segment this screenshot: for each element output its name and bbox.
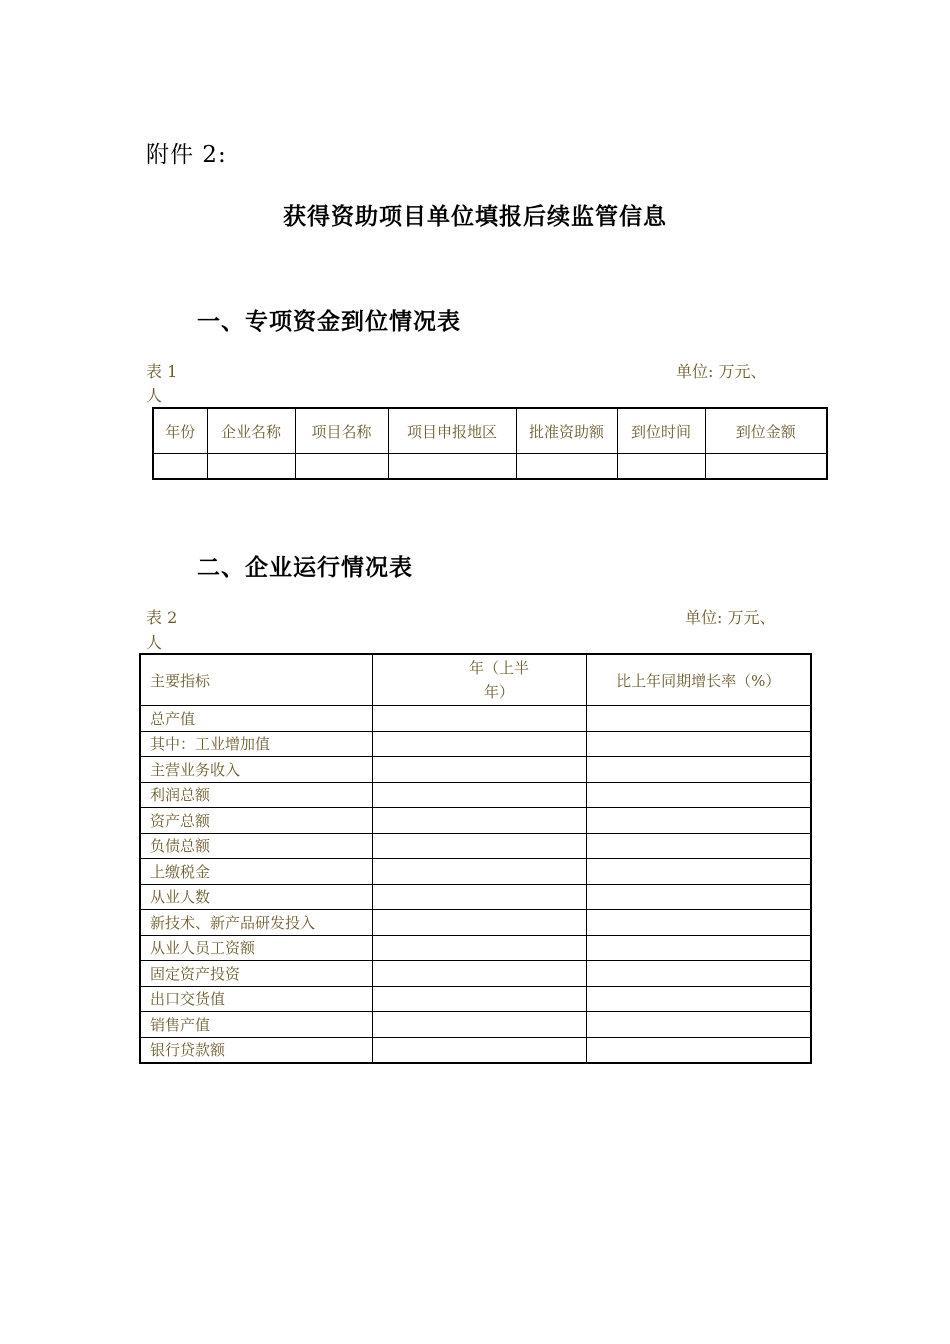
row-label: 从业人员工资额 (140, 935, 372, 961)
section1-heading: 一、专项资金到位情况表 (197, 308, 461, 335)
row-label: 资产总额 (140, 808, 372, 834)
row-label: 主营业务收入 (140, 757, 372, 783)
input-cell[interactable] (586, 859, 811, 885)
input-cell[interactable] (586, 1012, 811, 1038)
table-row (140, 782, 811, 808)
input-cell[interactable] (586, 833, 811, 859)
input-cell[interactable] (372, 731, 586, 757)
table-header-row (153, 408, 827, 454)
table2-unit-label: 单位: 万元、 (685, 608, 776, 627)
funding-table (152, 407, 828, 480)
row-label: 新技术、新产品研发投入 (140, 910, 372, 936)
input-cell[interactable] (153, 454, 207, 480)
header-cell-growth-rate: 比上年同期增长率（%） (586, 654, 811, 706)
input-cell[interactable] (372, 910, 586, 936)
header-cell-arrival-amount: 到位金额 (705, 408, 827, 454)
table-row (140, 731, 811, 757)
input-cell[interactable] (372, 757, 586, 783)
row-label: 利润总额 (140, 782, 372, 808)
table-row (153, 454, 827, 480)
input-cell[interactable] (372, 1037, 586, 1063)
input-cell[interactable] (617, 454, 705, 480)
input-cell[interactable] (586, 731, 811, 757)
header-cell-project-name: 项目名称 (295, 408, 388, 454)
input-cell[interactable] (586, 884, 811, 910)
input-cell[interactable] (516, 454, 617, 480)
input-cell[interactable] (586, 935, 811, 961)
input-cell[interactable] (388, 454, 516, 480)
input-cell[interactable] (586, 757, 811, 783)
year-header-line1: 年（上半 (468, 659, 529, 677)
header-cell-year (372, 654, 586, 706)
row-label: 固定资产投资 (140, 961, 372, 987)
table-row (140, 808, 811, 834)
operations-table (139, 653, 812, 1064)
input-cell[interactable] (372, 859, 586, 885)
table1-unit-label: 单位: 万元、 (676, 362, 767, 381)
input-cell[interactable] (372, 782, 586, 808)
input-cell[interactable] (586, 706, 811, 732)
input-cell[interactable] (586, 910, 811, 936)
header-cell-company-name: 企业名称 (207, 408, 295, 454)
table-row (140, 1012, 811, 1038)
input-cell[interactable] (207, 454, 295, 480)
row-label: 销售产值 (140, 1012, 372, 1038)
row-label: 总产值 (140, 706, 372, 732)
table-row (140, 706, 811, 732)
input-cell[interactable] (295, 454, 388, 480)
table-row (140, 910, 811, 936)
row-label: 其中：工业增加值 (140, 731, 372, 757)
table-header-row (140, 654, 811, 706)
table1-unit-label-continued: 人 (146, 386, 163, 405)
table-row (140, 935, 811, 961)
table2-unit-label-continued: 人 (146, 633, 163, 652)
table-row (140, 833, 811, 859)
header-cell-indicator: 主要指标 (140, 654, 372, 706)
input-cell[interactable] (586, 808, 811, 834)
year-header-line2: 年） (483, 683, 514, 701)
header-cell-year: 年份 (153, 408, 207, 454)
table-row (140, 961, 811, 987)
table2-label: 表 2 (146, 608, 178, 627)
section2-heading: 二、企业运行情况表 (197, 554, 413, 581)
table-row (140, 859, 811, 885)
input-cell[interactable] (586, 961, 811, 987)
table1-label: 表 1 (146, 362, 178, 381)
table-row (140, 884, 811, 910)
attachment-label: 附件 2: (146, 142, 227, 168)
input-cell[interactable] (372, 884, 586, 910)
input-cell[interactable] (372, 935, 586, 961)
row-label: 银行贷款额 (140, 1037, 372, 1063)
input-cell[interactable] (372, 833, 586, 859)
input-cell[interactable] (586, 1037, 811, 1063)
input-cell[interactable] (372, 986, 586, 1012)
input-cell[interactable] (586, 986, 811, 1012)
input-cell[interactable] (372, 961, 586, 987)
input-cell[interactable] (372, 808, 586, 834)
row-label: 从业人数 (140, 884, 372, 910)
input-cell[interactable] (372, 706, 586, 732)
row-label: 负债总额 (140, 833, 372, 859)
header-cell-approved-amount: 批准资助额 (516, 408, 617, 454)
input-cell[interactable] (705, 454, 827, 480)
input-cell[interactable] (586, 782, 811, 808)
header-cell-arrival-time: 到位时间 (617, 408, 705, 454)
table-row (140, 757, 811, 783)
row-label: 上缴税金 (140, 859, 372, 885)
header-cell-region: 项目申报地区 (388, 408, 516, 454)
table-row (140, 1037, 811, 1063)
document-title: 获得资助项目单位填报后续监管信息 (283, 203, 667, 230)
row-label: 出口交货值 (140, 986, 372, 1012)
input-cell[interactable] (372, 1012, 586, 1038)
table-row (140, 986, 811, 1012)
